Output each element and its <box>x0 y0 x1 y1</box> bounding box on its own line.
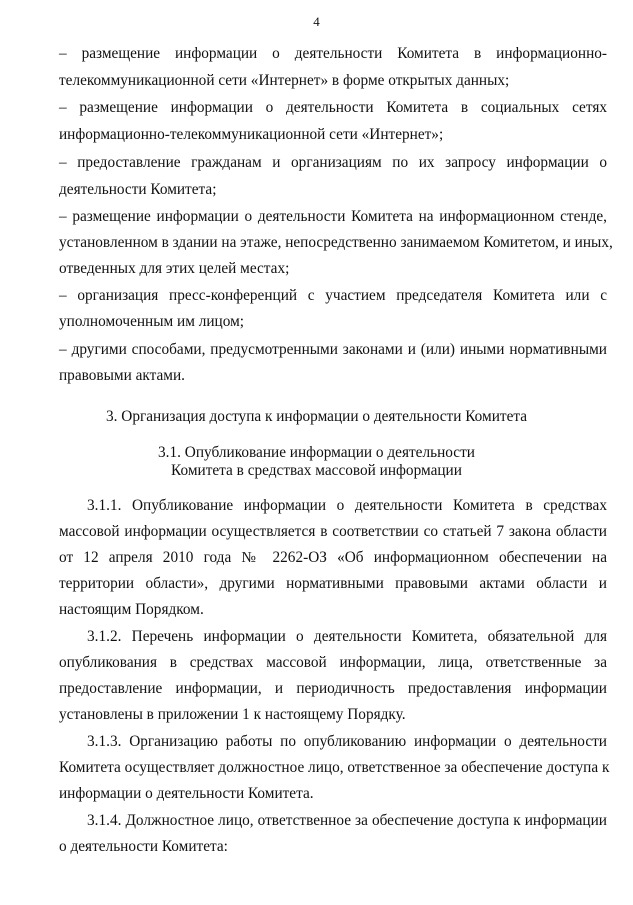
list-item-line: – размещение информации о деятельности Комитета в социальных сетях <box>59 99 607 116</box>
paragraph-line: предоставление информации, и периодичность предоставления информации <box>59 680 607 697</box>
list-item-line: – организация пресс-конференций с участием председателя Комитета или с <box>59 287 607 304</box>
paragraph-line: установлены в приложении 1 к настоящему Порядку. <box>59 706 406 723</box>
list-item-line: – размещение информации о деятельности Комитета на информационном стенде, <box>59 208 607 225</box>
paragraph-line: информации о деятельности Комитета. <box>59 785 314 802</box>
paragraph-line: 3.1.3. Организацию работы по опубликованию информации о деятельности <box>87 733 607 750</box>
paragraph-line: опубликования в средствах массовой информации, лица, ответственные за <box>59 654 607 671</box>
list-item-line: – размещение информации о деятельности Комитета в информационно- <box>59 45 607 62</box>
list-item-line: уполномоченным им лицом; <box>59 313 245 330</box>
page-number: 4 <box>313 14 320 29</box>
paragraph-line: Комитета осуществляет должностное лицо, ответственное за обеспечение доступа к <box>59 759 610 776</box>
section-heading: 3. Организация доступа к информации о деятельности Комитета <box>105 408 528 425</box>
subsection-heading-line: Комитета в средствах массовой информации <box>171 462 462 479</box>
subsection-heading-line: 3.1. Опубликование информации о деятельности <box>158 444 475 461</box>
paragraph-line: настоящим Порядком. <box>59 601 204 618</box>
paragraph-line: территории области», другими нормативными правовыми актами области и <box>59 575 607 592</box>
paragraph-line: о деятельности Комитета: <box>59 838 228 855</box>
list-item-line: – другими способами, предусмотренными законами и (или) иными нормативными <box>59 341 607 358</box>
paragraph-line: 3.1.2. Перечень информации о деятельности Комитета, обязательной для <box>87 628 607 645</box>
list-item-line: отведенных для этих целей местах; <box>59 260 290 277</box>
paragraph-line: массовой информации осуществляется в соответствии со статьей 7 закона области <box>59 523 607 540</box>
list-item-line: – предоставление гражданам и организациям по их запросу информации о <box>59 154 607 171</box>
paragraph-line: 3.1.1. Опубликование информации о деятельности Комитета в средствах <box>87 497 607 514</box>
paragraph-line: от 12 апреля 2010 года № 2262-ОЗ «Об информационном обеспечении на <box>59 549 607 566</box>
paragraph-line: 3.1.4. Должностное лицо, ответственное за обеспечение доступа к информации <box>87 812 607 829</box>
list-item-line: установленном в здании на этаже, непосредственно занимаемом Комитетом, и иных, <box>59 234 613 251</box>
list-item-line: деятельности Комитета; <box>59 181 217 198</box>
list-item-line: правовыми актами. <box>59 367 185 384</box>
list-item-line: телекоммуникационной сети «Интернет» в форме открытых данных; <box>59 72 510 89</box>
list-item-line: информационно-телекоммуникационной сети «Интернет»; <box>59 126 444 143</box>
